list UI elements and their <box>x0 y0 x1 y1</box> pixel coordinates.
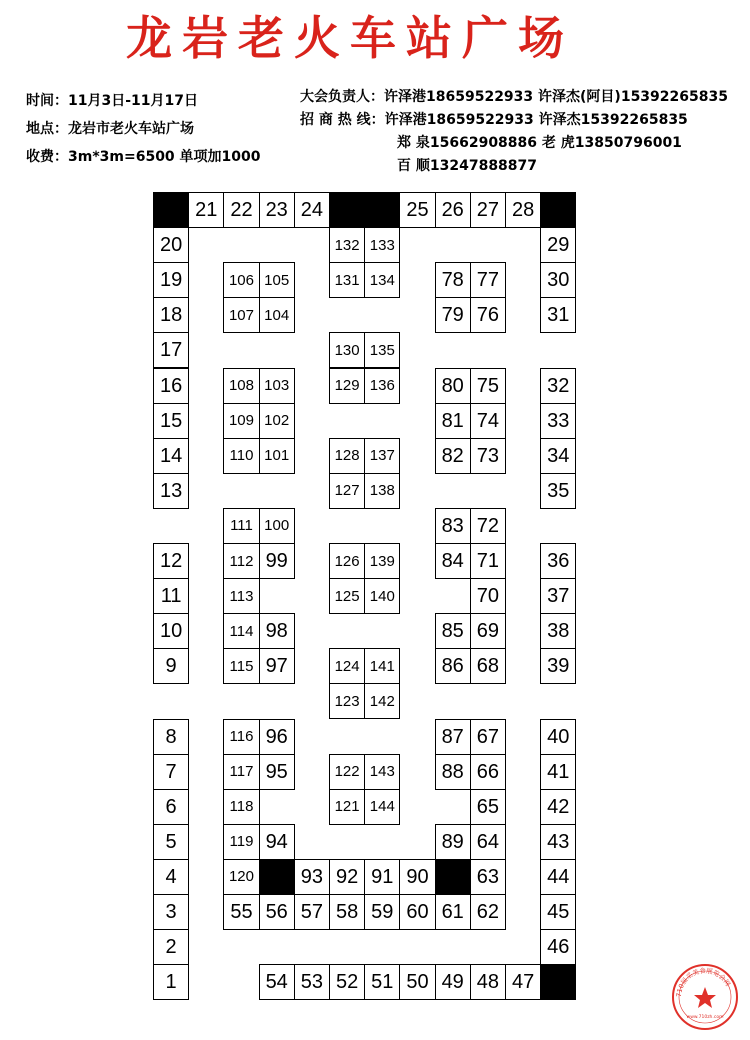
booth-56[interactable]: 56 <box>259 894 295 930</box>
booth-137[interactable]: 137 <box>364 438 400 474</box>
booth-50[interactable]: 50 <box>399 964 435 1000</box>
booth-30[interactable]: 30 <box>540 262 576 298</box>
booth-130[interactable]: 130 <box>329 332 365 368</box>
booth-54[interactable]: 54 <box>259 964 295 1000</box>
booth-43[interactable]: 43 <box>540 824 576 860</box>
star-icon <box>694 987 716 1008</box>
reserved-block <box>540 964 576 1000</box>
booth-116[interactable]: 116 <box>223 719 259 755</box>
booth-40[interactable]: 40 <box>540 719 576 755</box>
booth-117[interactable]: 117 <box>223 754 259 790</box>
booth-87[interactable]: 87 <box>435 719 471 755</box>
reserved-block <box>153 192 189 228</box>
booth-63[interactable]: 63 <box>470 859 506 895</box>
booth-91[interactable]: 91 <box>364 859 400 895</box>
organizer-contacts: 大会负责人：许泽港18659522933 许泽杰(阿目)15392265835 <box>300 89 728 105</box>
booth-95[interactable]: 95 <box>259 754 295 790</box>
booth-62[interactable]: 62 <box>470 894 506 930</box>
booth-31[interactable]: 31 <box>540 297 576 333</box>
booth-78[interactable]: 78 <box>435 262 471 298</box>
booth-133[interactable]: 133 <box>364 227 400 263</box>
booth-52[interactable]: 52 <box>329 964 365 1000</box>
booth-11[interactable]: 11 <box>153 578 189 614</box>
booth-82[interactable]: 82 <box>435 438 471 474</box>
booth-113[interactable]: 113 <box>223 578 259 614</box>
booth-109[interactable]: 109 <box>223 403 259 439</box>
booth-10[interactable]: 10 <box>153 613 189 649</box>
booth-42[interactable]: 42 <box>540 789 576 825</box>
reserved-block <box>329 192 365 228</box>
booth-25[interactable]: 25 <box>399 192 435 228</box>
booth-57[interactable]: 57 <box>294 894 330 930</box>
booth-37[interactable]: 37 <box>540 578 576 614</box>
booth-13[interactable]: 13 <box>153 473 189 509</box>
booth-84[interactable]: 84 <box>435 543 471 579</box>
booth-129[interactable]: 129 <box>329 368 365 404</box>
booth-76[interactable]: 76 <box>470 297 506 333</box>
booth-67[interactable]: 67 <box>470 719 506 755</box>
booth-99[interactable]: 99 <box>259 543 295 579</box>
booth-18[interactable]: 18 <box>153 297 189 333</box>
booth-138[interactable]: 138 <box>364 473 400 509</box>
reserved-block <box>259 859 295 895</box>
booth-120[interactable]: 120 <box>223 859 259 895</box>
event-fee: 收费：3m*3m=6500 单项加1000 <box>26 149 261 165</box>
booth-127[interactable]: 127 <box>329 473 365 509</box>
booth-20[interactable]: 20 <box>153 227 189 263</box>
booth-64[interactable]: 64 <box>470 824 506 860</box>
booth-26[interactable]: 26 <box>435 192 471 228</box>
extra-contacts-1: 郑 泉15662908886 老 虎13850796001 <box>397 135 682 151</box>
booth-17[interactable]: 17 <box>153 332 189 368</box>
reserved-block <box>364 192 400 228</box>
booth-103[interactable]: 103 <box>259 368 295 404</box>
reserved-block <box>540 192 576 228</box>
booth-22[interactable]: 22 <box>223 192 259 228</box>
booth-111[interactable]: 111 <box>223 508 259 544</box>
booth-97[interactable]: 97 <box>259 648 295 684</box>
exhibition-stamp <box>670 962 740 1032</box>
booth-21[interactable]: 21 <box>188 192 224 228</box>
booth-51[interactable]: 51 <box>364 964 400 1000</box>
booth-115[interactable]: 115 <box>223 648 259 684</box>
booth-1[interactable]: 1 <box>153 964 189 1000</box>
booth-27[interactable]: 27 <box>470 192 506 228</box>
booth-24[interactable]: 24 <box>294 192 330 228</box>
booth-55[interactable]: 55 <box>223 894 259 930</box>
booth-93[interactable]: 93 <box>294 859 330 895</box>
booth-60[interactable]: 60 <box>399 894 435 930</box>
booth-79[interactable]: 79 <box>435 297 471 333</box>
booth-105[interactable]: 105 <box>259 262 295 298</box>
reserved-block <box>435 859 471 895</box>
booth-33[interactable]: 33 <box>540 403 576 439</box>
booth-48[interactable]: 48 <box>470 964 506 1000</box>
booth-49[interactable]: 49 <box>435 964 471 1000</box>
booth-80[interactable]: 80 <box>435 368 471 404</box>
booth-81[interactable]: 81 <box>435 403 471 439</box>
booth-98[interactable]: 98 <box>259 613 295 649</box>
booth-66[interactable]: 66 <box>470 754 506 790</box>
booth-46[interactable]: 46 <box>540 929 576 965</box>
booth-114[interactable]: 114 <box>223 613 259 649</box>
booth-107[interactable]: 107 <box>223 297 259 333</box>
booth-83[interactable]: 83 <box>435 508 471 544</box>
booth-112[interactable]: 112 <box>223 543 259 579</box>
booth-70[interactable]: 70 <box>470 578 506 614</box>
booth-118[interactable]: 118 <box>223 789 259 825</box>
booth-44[interactable]: 44 <box>540 859 576 895</box>
booth-58[interactable]: 58 <box>329 894 365 930</box>
booth-12[interactable]: 12 <box>153 543 189 579</box>
booth-139[interactable]: 139 <box>364 543 400 579</box>
booth-106[interactable]: 106 <box>223 262 259 298</box>
event-time: 时间：11月3日-11月17日 <box>26 93 198 109</box>
booth-143[interactable]: 143 <box>364 754 400 790</box>
booth-119[interactable]: 119 <box>223 824 259 860</box>
extra-contacts-2: 百 顺13247888877 <box>397 158 538 174</box>
booth-142[interactable]: 142 <box>364 683 400 719</box>
booth-86[interactable]: 86 <box>435 648 471 684</box>
booth-34[interactable]: 34 <box>540 438 576 474</box>
booth-65[interactable]: 65 <box>470 789 506 825</box>
booth-2[interactable]: 2 <box>153 929 189 965</box>
booth-71[interactable]: 71 <box>470 543 506 579</box>
booth-68[interactable]: 68 <box>470 648 506 684</box>
booth-19[interactable]: 19 <box>153 262 189 298</box>
booth-7[interactable]: 7 <box>153 754 189 790</box>
investment-hotline: 招 商 热 线：许泽港18659522933 许泽杰15392265835 <box>300 112 688 128</box>
booth-14[interactable]: 14 <box>153 438 189 474</box>
booth-100[interactable]: 100 <box>259 508 295 544</box>
booth-69[interactable]: 69 <box>470 613 506 649</box>
booth-35[interactable]: 35 <box>540 473 576 509</box>
stamp-url: www.710zh.com <box>686 1015 724 1020</box>
booth-136[interactable]: 136 <box>364 368 400 404</box>
booth-75[interactable]: 75 <box>470 368 506 404</box>
booth-41[interactable]: 41 <box>540 754 576 790</box>
booth-135[interactable]: 135 <box>364 332 400 368</box>
booth-36[interactable]: 36 <box>540 543 576 579</box>
booth-132[interactable]: 132 <box>329 227 365 263</box>
booth-77[interactable]: 77 <box>470 262 506 298</box>
page-title: 龙岩老火车站广场 <box>126 11 574 65</box>
booth-3[interactable]: 3 <box>153 894 189 930</box>
booth-74[interactable]: 74 <box>470 403 506 439</box>
booth-102[interactable]: 102 <box>259 403 295 439</box>
booth-88[interactable]: 88 <box>435 754 471 790</box>
booth-53[interactable]: 53 <box>294 964 330 1000</box>
booth-141[interactable]: 141 <box>364 648 400 684</box>
booth-128[interactable]: 128 <box>329 438 365 474</box>
booth-4[interactable]: 4 <box>153 859 189 895</box>
booth-85[interactable]: 85 <box>435 613 471 649</box>
booth-61[interactable]: 61 <box>435 894 471 930</box>
booth-92[interactable]: 92 <box>329 859 365 895</box>
booth-108[interactable]: 108 <box>223 368 259 404</box>
booth-122[interactable]: 122 <box>329 754 365 790</box>
event-location: 地点：龙岩市老火车站广场 <box>26 121 194 137</box>
booth-15[interactable]: 15 <box>153 403 189 439</box>
booth-144[interactable]: 144 <box>364 789 400 825</box>
booth-38[interactable]: 38 <box>540 613 576 649</box>
booth-23[interactable]: 23 <box>259 192 295 228</box>
booth-104[interactable]: 104 <box>259 297 295 333</box>
booth-134[interactable]: 134 <box>364 262 400 298</box>
booth-32[interactable]: 32 <box>540 368 576 404</box>
booth-121[interactable]: 121 <box>329 789 365 825</box>
booth-124[interactable]: 124 <box>329 648 365 684</box>
booth-6[interactable]: 6 <box>153 789 189 825</box>
booth-28[interactable]: 28 <box>505 192 541 228</box>
booth-89[interactable]: 89 <box>435 824 471 860</box>
booth-126[interactable]: 126 <box>329 543 365 579</box>
booth-131[interactable]: 131 <box>329 262 365 298</box>
booth-110[interactable]: 110 <box>223 438 259 474</box>
booth-29[interactable]: 29 <box>540 227 576 263</box>
booth-45[interactable]: 45 <box>540 894 576 930</box>
booth-5[interactable]: 5 <box>153 824 189 860</box>
booth-72[interactable]: 72 <box>470 508 506 544</box>
booth-47[interactable]: 47 <box>505 964 541 1000</box>
booth-8[interactable]: 8 <box>153 719 189 755</box>
booth-73[interactable]: 73 <box>470 438 506 474</box>
booth-140[interactable]: 140 <box>364 578 400 614</box>
booth-9[interactable]: 9 <box>153 648 189 684</box>
booth-59[interactable]: 59 <box>364 894 400 930</box>
booth-123[interactable]: 123 <box>329 683 365 719</box>
booth-101[interactable]: 101 <box>259 438 295 474</box>
booth-16[interactable]: 16 <box>153 368 189 404</box>
stamp-text: 710届采美食展览会网 <box>674 966 732 998</box>
booth-94[interactable]: 94 <box>259 824 295 860</box>
booth-125[interactable]: 125 <box>329 578 365 614</box>
booth-39[interactable]: 39 <box>540 648 576 684</box>
booth-96[interactable]: 96 <box>259 719 295 755</box>
booth-90[interactable]: 90 <box>399 859 435 895</box>
